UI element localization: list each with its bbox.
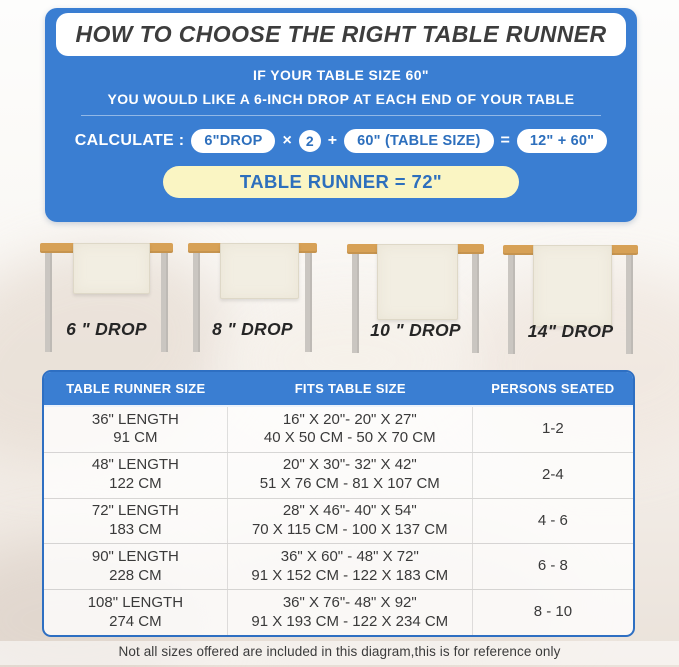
drop-label: 14" DROP [527,321,614,341]
runner-illustration [220,243,299,299]
multiplier-badge: 2 [299,130,321,152]
table-body [44,407,633,635]
title-box [56,13,626,56]
equals-sign: = [500,132,510,149]
drop-label: 6 " DROP [66,319,147,339]
runner-size-cell: 90" LENGTH 228 CM [44,544,228,589]
drop-label: 10 " DROP [370,320,461,340]
table-size-pill: 60" (TABLE SIZE) [344,129,493,153]
runner-size-cell: 72" LENGTH 183 CM [44,499,228,544]
runner-size-cell: 36" LENGTH 91 CM [44,407,228,452]
fits-size-cell: 28" X 46"- 40" X 54" 70 X 115 CM - 100 X 137 CM [228,499,473,544]
sum-pill: 12" + 60" [517,129,607,153]
footnote: Not all sizes offered are included in this diagram,this is for reference only [118,644,561,659]
table-header-row [44,372,633,407]
persons-seated-cell: 2-4 [542,465,564,483]
persons-seated-cell: 8 - 10 [533,603,573,621]
calculate-label: CALCULATE : [74,132,185,149]
plus-sign: + [327,132,338,149]
column-header-persons-seated: PERSONS SEATED [491,381,615,396]
drop-label: 8 " DROP [212,319,293,339]
table-row [44,543,633,589]
drop-value-pill: 6"DROP [191,129,275,153]
fits-size-cell: 16" X 20"- 20" X 27" 40 X 50 CM - 50 X 70 CM [228,407,473,452]
result-pill: TABLE RUNNER = 72" [163,166,519,198]
runner-size-cell: 108" LENGTH 274 CM [44,590,228,635]
fits-size-cell: 36" X 60" - 48" X 72" 91 X 152 CM - 122 X 183 CM [228,544,473,589]
runner-illustration [73,243,150,294]
persons-seated-cell: 4 - 6 [537,511,568,529]
column-header-fits-table-size: FITS TABLE SIZE [294,381,406,396]
persons-seated-cell: 6 - 8 [537,557,568,575]
runner-illustration [377,244,458,320]
table-row [44,589,633,635]
fits-size-cell: 36" X 76"- 48" X 92" 91 X 193 CM - 122 X 234 CM [228,590,473,635]
runner-illustration [533,245,612,327]
persons-seated-cell: 1-2 [542,420,564,438]
table-row [44,498,633,544]
divider [81,115,601,116]
subtitle-line-1: IF YOUR TABLE SIZE 60" [253,67,429,83]
table-row [44,407,633,452]
header-panel [45,8,637,222]
table-row [44,452,633,498]
size-reference-table [42,370,635,637]
column-header-runner-size: TABLE RUNNER SIZE [66,381,206,396]
subtitle-line-2: YOU WOULD LIKE A 6-INCH DROP AT EACH END OF YOUR TABLE [107,91,575,107]
multiply-sign: × [282,132,292,149]
calculation-row [45,125,637,157]
page-title: HOW TO CHOOSE THE RIGHT TABLE RUNNER [75,21,607,47]
fits-size-cell: 20" X 30"- 32" X 42" 51 X 76 CM - 81 X 107 CM [228,453,473,498]
runner-size-cell: 48" LENGTH 122 CM [44,453,228,498]
